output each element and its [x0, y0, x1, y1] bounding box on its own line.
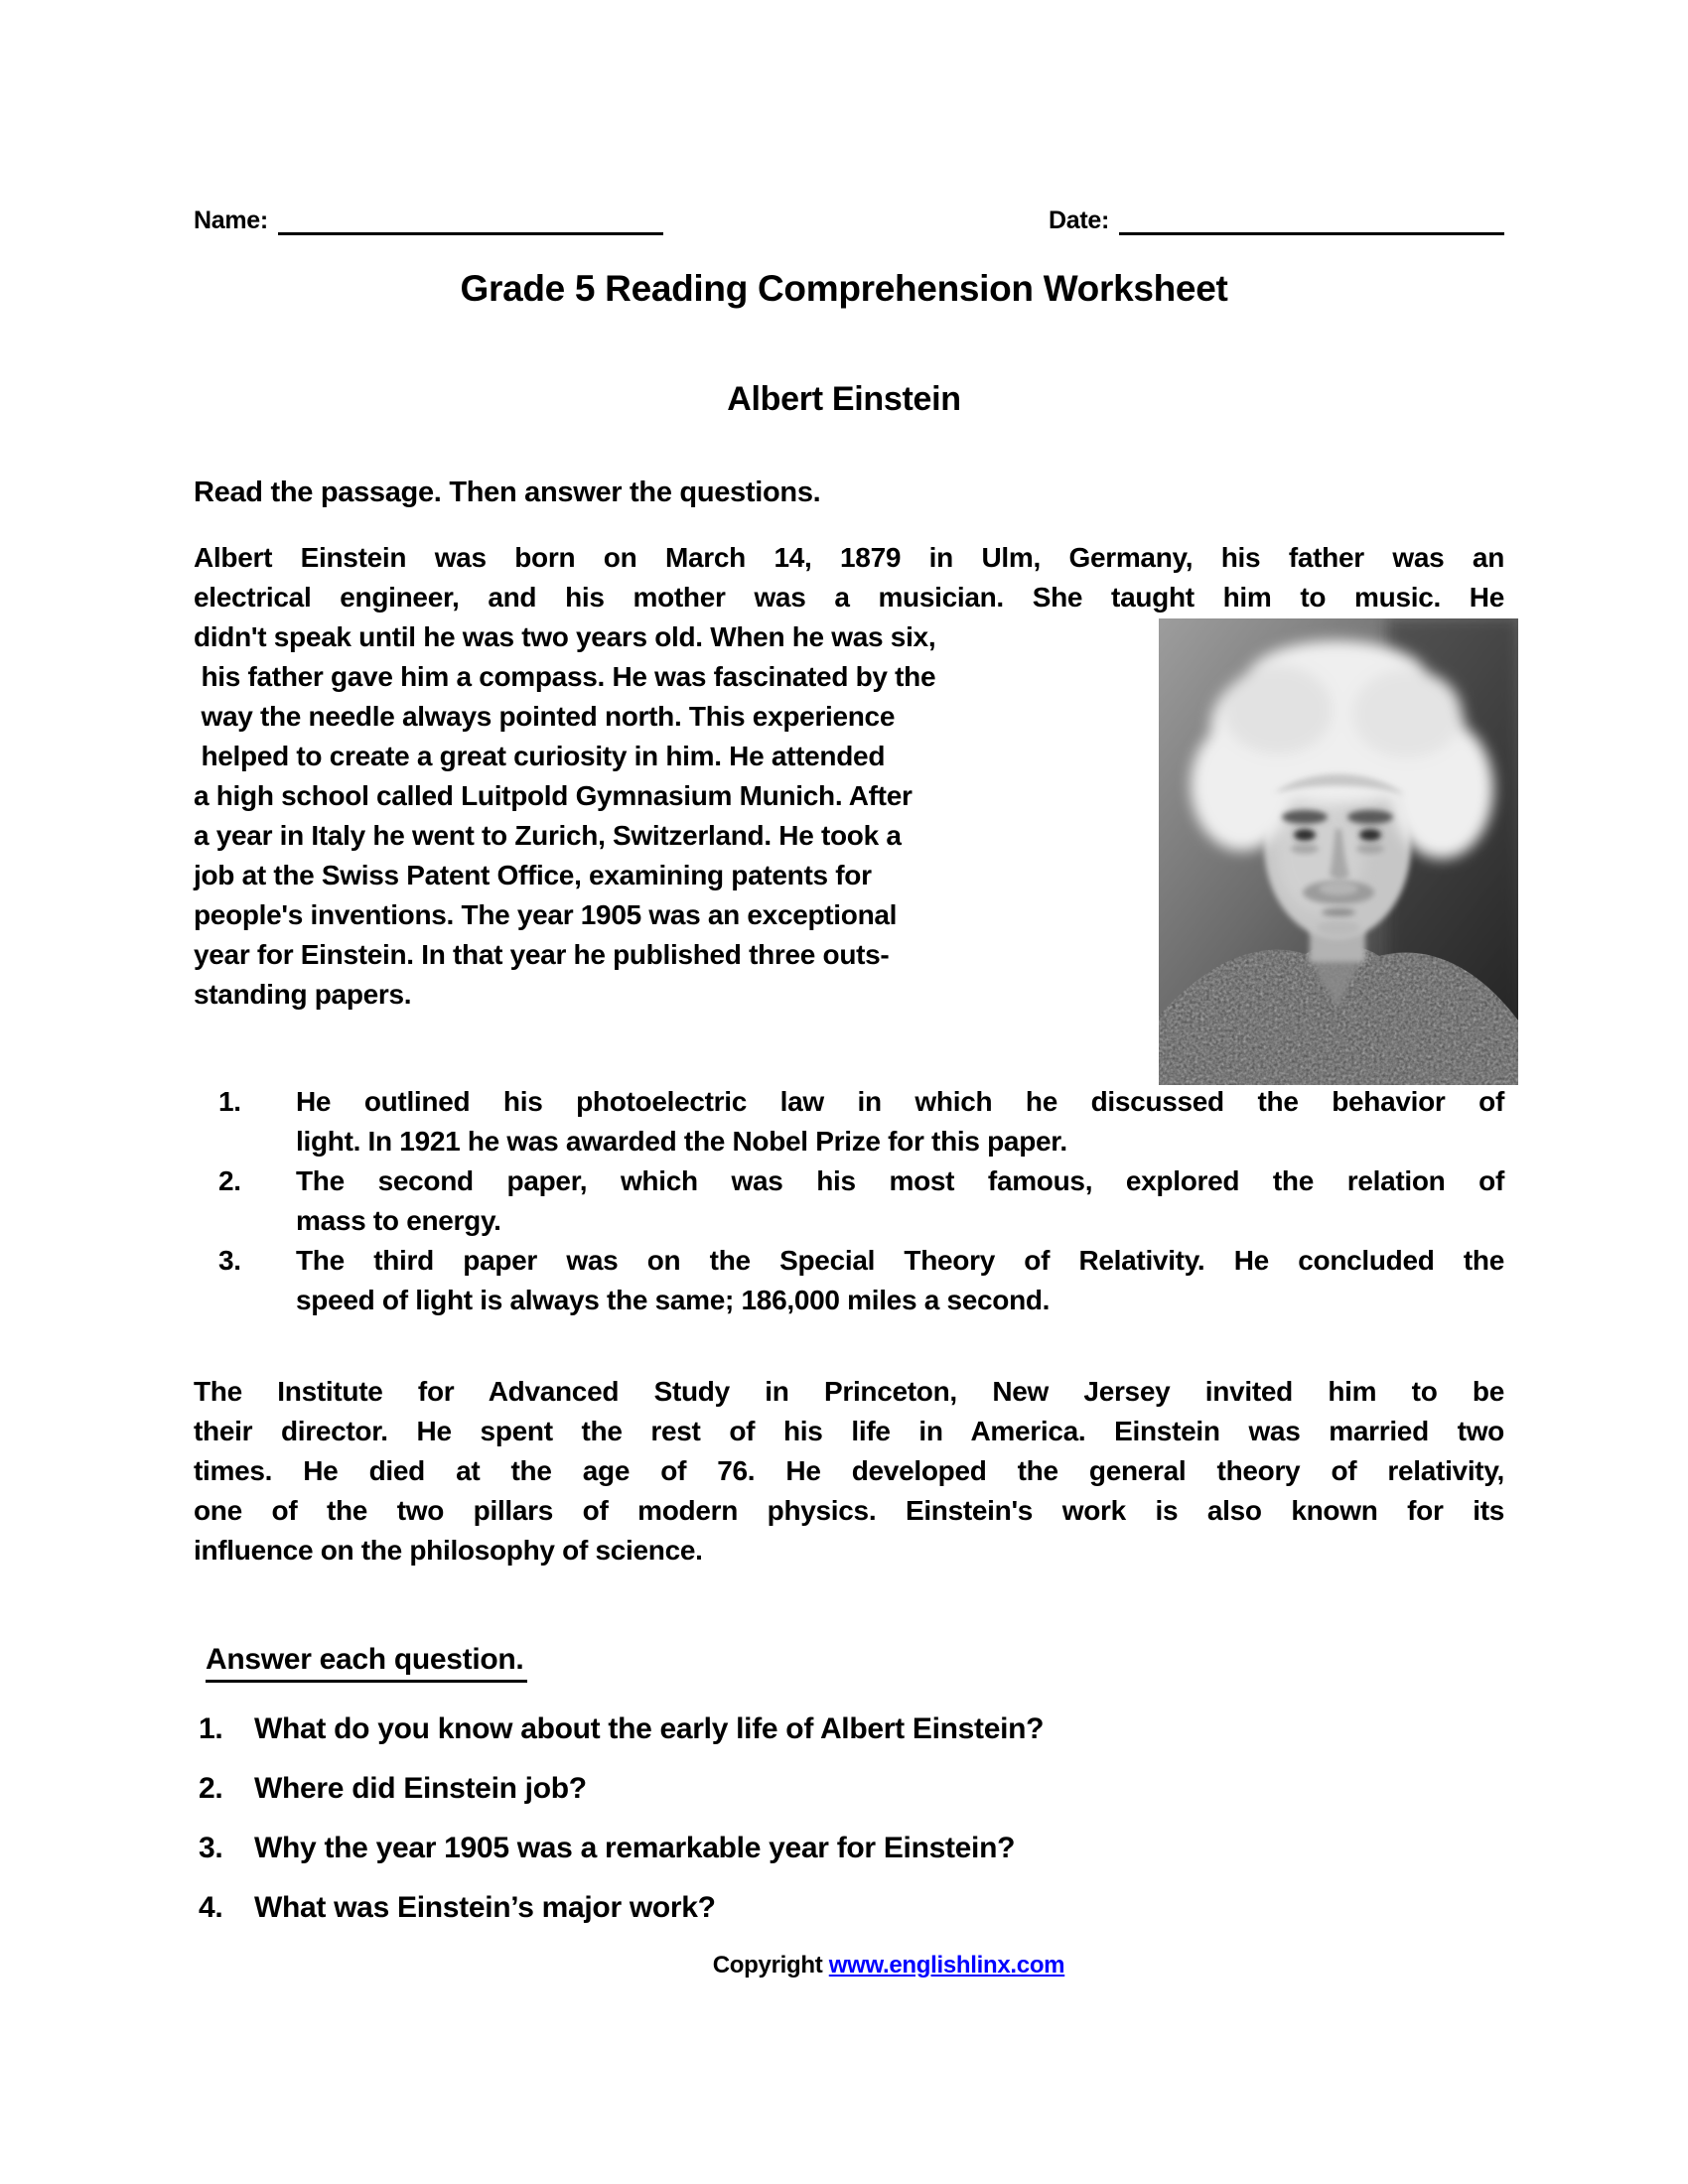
- page-title: Grade 5 Reading Comprehension Worksheet: [460, 268, 1228, 309]
- passage-line: his father gave him a compass. He was fascinated by the: [194, 661, 936, 692]
- question-text: What was Einstein’s major work?: [254, 1891, 716, 1924]
- name-label: Name:: [194, 206, 268, 234]
- list-item: [218, 1082, 1504, 1161]
- question-number: 3.: [199, 1832, 223, 1864]
- question-number: 4.: [199, 1891, 223, 1924]
- passage-title: Albert Einstein: [727, 380, 961, 418]
- list-item-number: 3.: [218, 1245, 241, 1276]
- name-field: [194, 203, 663, 235]
- list-item: [218, 1241, 1504, 1320]
- passage-line: electrical engineer, and his mother was a musician. She taught him to music. He: [194, 582, 1504, 613]
- passage-line: year for Einstein. In that year he published three outs-: [194, 939, 890, 970]
- closing-line: one of the two pillars of modern physics. Einstein's work is also known for its: [194, 1495, 1504, 1526]
- list-item-line: The second paper, which was his most famous, explored the relation of: [296, 1165, 1504, 1196]
- question-item: [199, 1888, 1509, 1928]
- question-number: 2.: [199, 1772, 223, 1805]
- question-text: Where did Einstein job?: [254, 1772, 587, 1805]
- closing-paragraph: [194, 1372, 1504, 1570]
- list-item-line: He outlined his photoelectric law in which he discussed the behavior of: [296, 1086, 1504, 1117]
- passage-line: a high school called Luitpold Gymnasium Munich. After: [194, 780, 913, 811]
- list-item-number: 2.: [218, 1165, 241, 1196]
- answer-section-header: Answer each question.: [206, 1643, 527, 1683]
- list-item-number: 1.: [218, 1086, 241, 1117]
- name-date-row: [194, 203, 1504, 235]
- passage-line: didn't speak until he was two years old. When he was six,: [194, 621, 936, 652]
- list-item-text: [296, 1241, 1504, 1320]
- closing-line: their director. He spent the rest of his life in America. Einstein was married two: [194, 1416, 1504, 1446]
- list-item-text: [296, 1161, 1504, 1241]
- closing-line: The Institute for Advanced Study in Princeton, New Jersey invited him to be: [194, 1376, 1504, 1407]
- question-item: [199, 1829, 1509, 1868]
- footer: [45, 1952, 1688, 1979]
- copyright-link[interactable]: www.englishlinx.com: [828, 1952, 1065, 1979]
- passage-line: job at the Swiss Patent Office, examining patents for: [194, 860, 872, 890]
- einstein-photo: [1159, 618, 1518, 1085]
- list-item-line: The third paper was on the Special Theory of Relativity. He concluded the: [296, 1245, 1504, 1276]
- list-item: [218, 1161, 1504, 1241]
- list-item-line: mass to energy.: [296, 1205, 501, 1236]
- name-blank-line: [278, 203, 663, 235]
- question-text: What do you know about the early life of Albert Einstein?: [254, 1712, 1045, 1745]
- date-label: Date:: [1048, 206, 1109, 234]
- question-item: [199, 1769, 1509, 1809]
- question-number: 1.: [199, 1712, 223, 1745]
- questions-list: [199, 1709, 1509, 1948]
- paper-list: [218, 1082, 1504, 1320]
- closing-line: times. He died at the age of 76. He developed the general theory of relativity,: [194, 1455, 1504, 1486]
- einstein-photo-graphic: [1159, 618, 1518, 1085]
- passage-line: people's inventions. The year 1905 was an exceptional: [194, 899, 898, 930]
- closing-line: influence on the philosophy of science.: [194, 1535, 703, 1566]
- list-item-text: [296, 1082, 1504, 1161]
- date-field: [1049, 203, 1504, 235]
- list-item-line: light. In 1921 he was awarded the Nobel Prize for this paper.: [296, 1126, 1067, 1157]
- copyright-label: Copyright: [712, 1952, 829, 1979]
- question-text: Why the year 1905 was a remarkable year for Einstein?: [254, 1832, 1016, 1864]
- passage-line: Albert Einstein was born on March 14, 1879 in Ulm, Germany, his father was an: [194, 542, 1504, 573]
- passage-line: a year in Italy he went to Zurich, Switzerland. He took a: [194, 820, 902, 851]
- passage-line: way the needle always pointed north. This experience: [194, 701, 896, 732]
- passage-line: standing papers.: [194, 979, 412, 1010]
- passage-instructions: Read the passage. Then answer the questions.: [194, 477, 821, 508]
- passage-line: helped to create a great curiosity in him. He attended: [194, 741, 886, 771]
- question-item: [199, 1709, 1509, 1749]
- list-item-line: speed of light is always the same; 186,000 miles a second.: [296, 1285, 1051, 1315]
- date-blank-line: [1119, 203, 1504, 235]
